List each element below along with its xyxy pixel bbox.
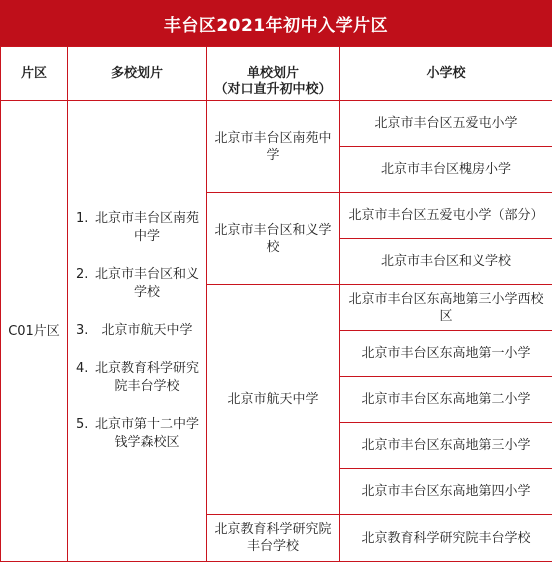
header-single-school — [207, 47, 340, 101]
header-single-school-label: 单校划片 （对口直升初中校） — [214, 66, 331, 97]
primary-school-cell: 北京市丰台区东高地第四小学 — [340, 469, 552, 515]
header-primary-school: 小学校 — [340, 47, 552, 101]
multi-school-cell — [68, 101, 207, 562]
enrollment-table — [0, 46, 552, 562]
list-item: 2. 北京市丰台区和义学校 — [76, 266, 202, 302]
multi-school-list — [72, 210, 202, 452]
primary-school-cell: 北京市丰台区五爱屯小学（部分） — [340, 193, 552, 239]
list-item: 4. 北京教育科学研究院丰台学校 — [76, 360, 202, 396]
single-school-cell: 北京市丰台区和义学校 — [207, 193, 340, 285]
single-school-cell: 北京市航天中学 — [207, 285, 340, 515]
single-school-cell: 北京教育科学研究院丰台学校 — [207, 515, 340, 562]
list-item: 5. 北京市第十二中学钱学森校区 — [76, 416, 202, 452]
primary-school-cell: 北京市丰台区东高地第三小学 — [340, 423, 552, 469]
list-item: 3. 北京市航天中学 — [76, 322, 202, 340]
table-title: 丰台区2021年初中入学片区 — [0, 0, 552, 46]
primary-school-cell: 北京市丰台区槐房小学 — [340, 147, 552, 193]
primary-school-cell: 北京市丰台区五爱屯小学 — [340, 101, 552, 147]
single-school-cell: 北京市丰台区南苑中学 — [207, 101, 340, 193]
primary-school-cell: 北京市丰台区和义学校 — [340, 239, 552, 285]
table-row — [1, 101, 552, 147]
primary-school-cell: 北京市丰台区东高地第一小学 — [340, 331, 552, 377]
primary-school-cell: 北京市丰台区东高地第二小学 — [340, 377, 552, 423]
primary-school-cell: 北京教育科学研究院丰台学校 — [340, 515, 552, 562]
primary-school-cell: 北京市丰台区东高地第三小学西校区 — [340, 285, 552, 331]
district-cell: C01片区 — [1, 101, 68, 562]
list-item: 1. 北京市丰台区南苑中学 — [76, 210, 202, 246]
header-district: 片区 — [1, 47, 68, 101]
header-multi-school: 多校划片 — [68, 47, 207, 101]
header-row — [1, 47, 552, 101]
